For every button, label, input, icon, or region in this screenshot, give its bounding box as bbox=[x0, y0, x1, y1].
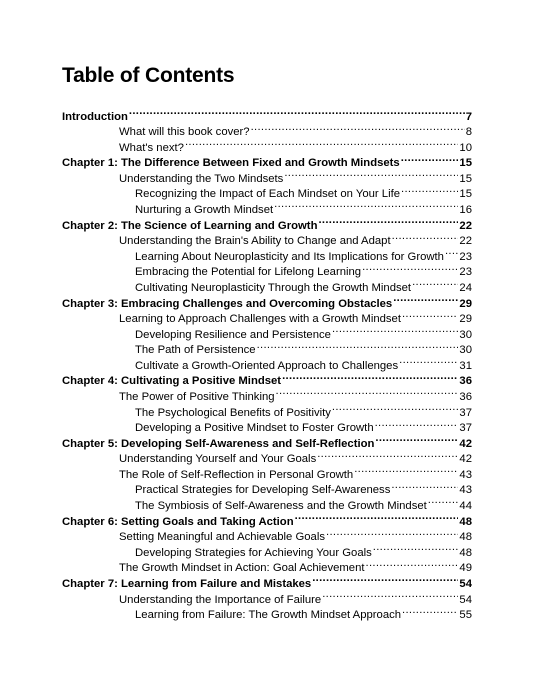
toc-section-entry[interactable] bbox=[62, 338, 472, 357]
dot-leader bbox=[375, 416, 459, 432]
toc-entry-page-number: 36 bbox=[459, 375, 472, 388]
table-of-contents bbox=[62, 104, 472, 622]
toc-entry-page-number: 7 bbox=[465, 110, 472, 123]
toc-entry-page-number: 23 bbox=[459, 250, 472, 263]
toc-entry-title: Recognizing the Impact of Each Mindset on Your Life bbox=[135, 188, 401, 201]
toc-entry-page-number: 37 bbox=[459, 406, 472, 419]
toc-entry-page-number: 15 bbox=[459, 172, 472, 185]
toc-entry-title: Learning to Approach Challenges with a Growth Mindset bbox=[119, 313, 401, 326]
dot-leader bbox=[401, 182, 458, 198]
dot-leader bbox=[185, 135, 458, 151]
dot-leader bbox=[402, 307, 458, 323]
dot-leader bbox=[391, 478, 458, 494]
toc-entry-page-number: 29 bbox=[459, 313, 472, 326]
toc-entry-title: Nurturing a Growth Mindset bbox=[135, 204, 274, 217]
toc-entry-title: Chapter 1: The Difference Between Fixed and Growth Mindsets bbox=[62, 157, 400, 170]
toc-entry-title: Cultivating Neuroplasticity Through the Growth Mindset bbox=[135, 281, 412, 294]
toc-entry-title: Understanding the Importance of Failure bbox=[119, 593, 322, 606]
toc-entry-page-number: 15 bbox=[459, 157, 472, 170]
toc-entry-page-number: 22 bbox=[459, 235, 472, 248]
dot-leader bbox=[322, 587, 458, 603]
toc-section-entry[interactable] bbox=[62, 353, 472, 372]
dot-leader bbox=[392, 229, 459, 245]
toc-entry-title: Setting Meaningful and Achievable Goals bbox=[119, 531, 325, 544]
toc-entry-title: The Psychological Benefits of Positivity bbox=[135, 406, 331, 419]
toc-chapter-entry[interactable] bbox=[62, 104, 472, 123]
toc-entry-page-number: 16 bbox=[459, 204, 472, 217]
dot-leader bbox=[354, 462, 458, 478]
dot-leader bbox=[318, 213, 458, 229]
dot-leader bbox=[332, 400, 459, 416]
toc-entry-page-number: 30 bbox=[459, 328, 472, 341]
toc-entry-title: The Growth Mindset in Action: Goal Achievement bbox=[119, 562, 365, 575]
toc-entry-page-number: 54 bbox=[459, 577, 472, 590]
page-title: Table of Contents bbox=[62, 64, 235, 87]
toc-entry-title: What will this book cover? bbox=[119, 126, 250, 139]
toc-entry-title: The Power of Positive Thinking bbox=[119, 390, 275, 403]
dot-leader bbox=[251, 120, 465, 136]
toc-entry-page-number: 43 bbox=[459, 484, 472, 497]
toc-entry-title: Chapter 5: Developing Self-Awareness and Self-Reflection bbox=[62, 437, 375, 450]
dot-leader bbox=[332, 322, 458, 338]
toc-entry-page-number: 43 bbox=[459, 468, 472, 481]
toc-entry-page-number: 49 bbox=[459, 562, 472, 575]
toc-entry-page-number: 48 bbox=[459, 515, 472, 528]
dot-leader bbox=[312, 571, 458, 587]
dot-leader bbox=[257, 338, 459, 354]
toc-entry-title: Chapter 4: Cultivating a Positive Mindset bbox=[62, 375, 282, 388]
toc-entry-title: The Symbiosis of Self-Awareness and the Growth Mindset bbox=[135, 500, 427, 513]
toc-entry-title: Understanding the Brain's Ability to Change and Adapt bbox=[119, 235, 391, 248]
toc-entry-title: Developing Resilience and Persistence bbox=[135, 328, 331, 341]
toc-entry-page-number: 48 bbox=[459, 546, 472, 559]
toc-entry-title: Chapter 7: Learning from Failure and Mistakes bbox=[62, 577, 312, 590]
toc-entry-title: The Path of Persistence bbox=[135, 344, 256, 357]
toc-entry-title: Embracing the Potential for Lifelong Learning bbox=[135, 266, 362, 279]
dot-leader bbox=[317, 447, 458, 463]
dot-leader bbox=[373, 540, 459, 556]
dot-leader bbox=[401, 151, 459, 167]
toc-entry-page-number: 55 bbox=[459, 609, 472, 622]
toc-entry-title: Developing a Positive Mindset to Foster Growth bbox=[135, 422, 374, 435]
dot-leader bbox=[295, 509, 459, 525]
toc-entry-page-number: 48 bbox=[459, 531, 472, 544]
toc-entry-page-number: 22 bbox=[459, 219, 472, 232]
toc-entry-page-number: 42 bbox=[459, 437, 472, 450]
dot-leader bbox=[282, 369, 458, 385]
dot-leader bbox=[366, 556, 459, 572]
toc-entry-page-number: 8 bbox=[465, 126, 472, 139]
toc-entry-title: The Role of Self-Reflection in Personal Growth bbox=[119, 468, 354, 481]
toc-entry-title: What's next? bbox=[119, 141, 184, 154]
toc-entry-page-number: 30 bbox=[459, 344, 472, 357]
dot-leader bbox=[445, 244, 458, 260]
dot-leader bbox=[274, 197, 458, 213]
toc-entry-page-number: 29 bbox=[459, 297, 472, 310]
dot-leader bbox=[326, 525, 458, 541]
toc-entry-page-number: 44 bbox=[459, 500, 472, 513]
toc-entry-page-number: 23 bbox=[459, 266, 472, 279]
dot-leader bbox=[412, 275, 458, 291]
toc-entry-title: Developing Strategies for Achieving Your Goals bbox=[135, 546, 372, 559]
toc-entry-title: Practical Strategies for Developing Self-Awareness bbox=[135, 484, 391, 497]
toc-entry-title: Understanding Yourself and Your Goals bbox=[119, 453, 317, 466]
toc-entry-page-number: 24 bbox=[459, 281, 472, 294]
dot-leader bbox=[129, 104, 465, 120]
toc-entry-page-number: 37 bbox=[459, 422, 472, 435]
dot-leader bbox=[375, 431, 458, 447]
toc-entry-title: Cultivate a Growth-Oriented Approach to Challenges bbox=[135, 359, 399, 372]
dot-leader bbox=[428, 493, 459, 509]
toc-entry-page-number: 31 bbox=[459, 359, 472, 372]
toc-entry-title: Chapter 3: Embracing Challenges and Overcoming Obstacles bbox=[62, 297, 393, 310]
dot-leader bbox=[362, 260, 458, 276]
dot-leader bbox=[284, 166, 458, 182]
toc-entry-page-number: 10 bbox=[459, 141, 472, 154]
toc-entry-title: Chapter 2: The Science of Learning and Growth bbox=[62, 219, 318, 232]
toc-entry-page-number: 42 bbox=[459, 453, 472, 466]
toc-entry-title: Chapter 6: Setting Goals and Taking Action bbox=[62, 515, 294, 528]
toc-entry-title: Understanding the Two Mindsets bbox=[119, 172, 284, 185]
dot-leader bbox=[393, 291, 458, 307]
toc-entry-title: Learning from Failure: The Growth Mindset Approach bbox=[135, 609, 402, 622]
toc-entry-page-number: 15 bbox=[459, 188, 472, 201]
toc-entry-page-number: 54 bbox=[459, 593, 472, 606]
toc-entry-title: Introduction bbox=[62, 110, 128, 123]
dot-leader bbox=[399, 353, 458, 369]
toc-entry-page-number: 36 bbox=[459, 390, 472, 403]
dot-leader bbox=[402, 603, 458, 619]
dot-leader bbox=[276, 384, 459, 400]
toc-entry-title: Learning About Neuroplasticity and Its Implications for Growth bbox=[135, 250, 444, 263]
